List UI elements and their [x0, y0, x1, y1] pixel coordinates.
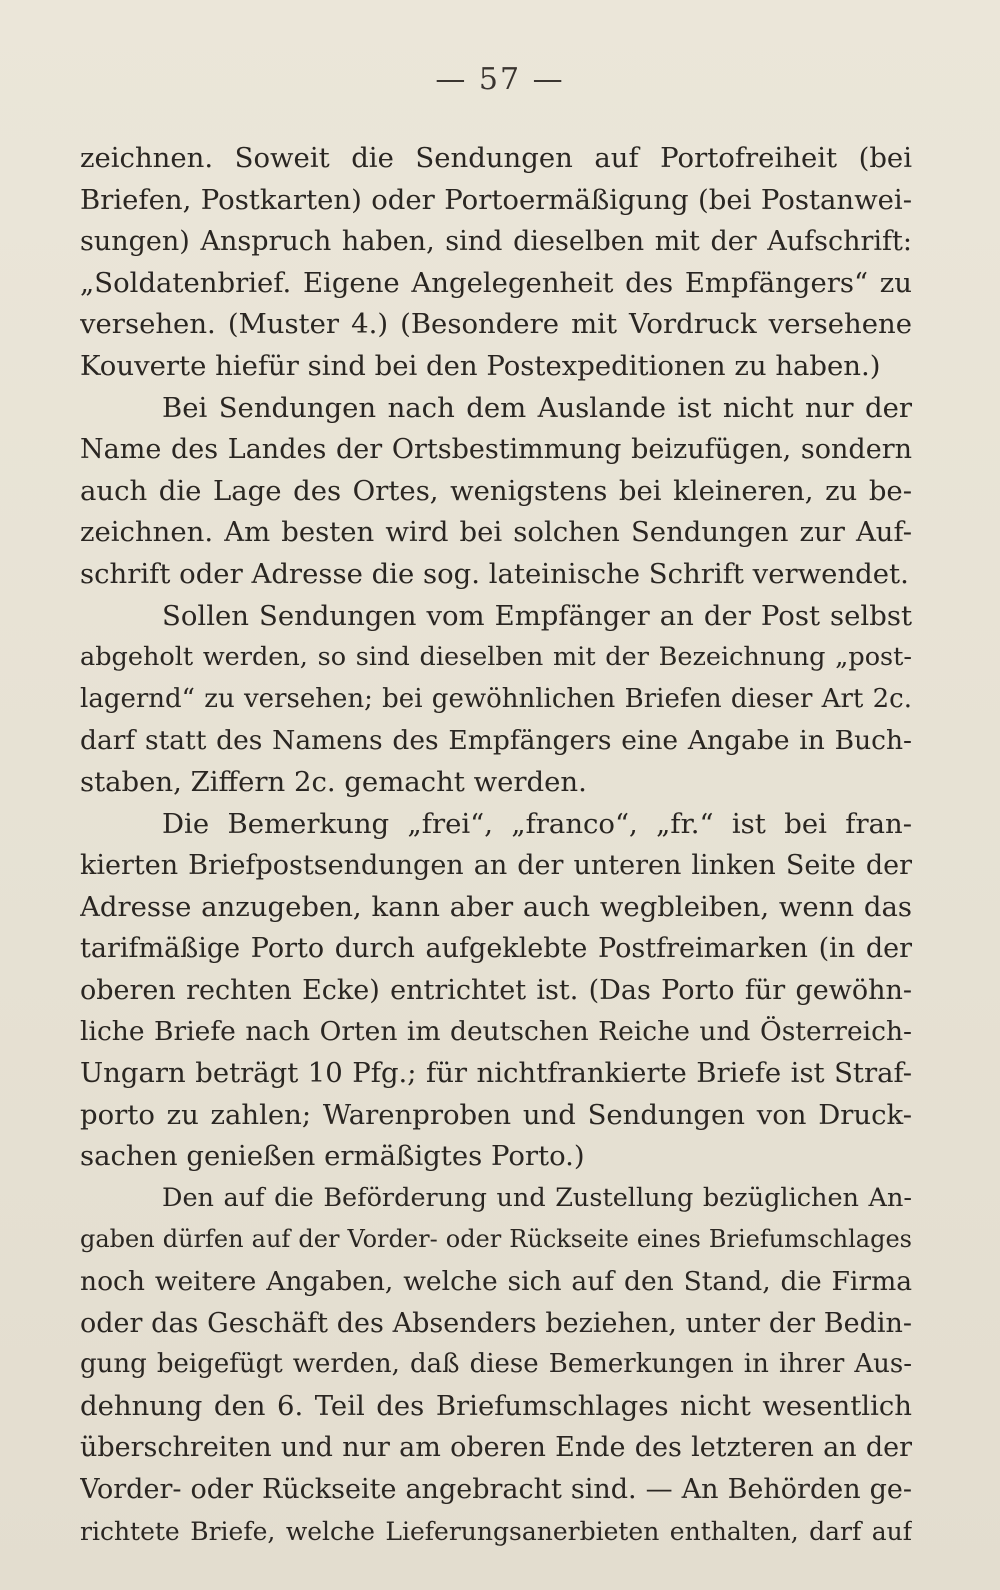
text-line: richtete Briefe, welche Lieferungsanerbieten enthalten, darf auf: [80, 1516, 912, 1546]
text-line: Adresse anzugeben, kann aber auch wegbleiben, wenn das: [80, 890, 912, 923]
text-line: versehen. (Muster 4.) (Besondere mit Vordruck versehene: [80, 308, 912, 341]
text-line: tarifmäßige Porto durch aufgeklebte Postfreimarken (in der: [80, 933, 912, 965]
text-line: liche Briefe nach Orten im deutschen Reiche und Österreich-: [80, 1016, 912, 1048]
text-line: Die Bemerkung „frei“, „franco“, „fr.“ ist bei fran-: [162, 807, 912, 840]
text-line: Sollen Sendungen vom Empfänger an der Post selbst: [162, 599, 912, 632]
text-line: zeichnen. Soweit die Sendungen auf Portofreiheit (bei: [80, 142, 912, 174]
text-line: Den auf die Beförderung und Zustellung bezüglichen An-: [162, 1182, 912, 1213]
text-line: kierten Briefpostsendungen an der unteren linken Seite der: [80, 850, 912, 882]
text-line: lagernd“ zu versehen; bei gewöhnlichen Briefen dieser Art 2c.: [80, 683, 912, 714]
text-line: sungen) Anspruch haben, sind dieselben mit der Aufschrift:: [80, 226, 912, 258]
text-line: Name des Landes der Ortsbestimmung beizufügen, sondern: [80, 434, 912, 466]
body-text: [80, 138, 912, 1552]
text-line: porto zu zahlen; Warenproben und Sendungen von Druck-: [80, 1098, 912, 1131]
text-line: Kouverte hiefür sind bei den Postexpeditionen zu haben.): [80, 349, 881, 382]
text-line: zeichnen. Am besten wird bei solchen Sendungen zur Auf-: [80, 516, 912, 549]
text-line: abgeholt werden, so sind dieselben mit der Bezeichnung „post-: [80, 642, 912, 673]
text-line: auch die Lage des Ortes, wenigstens bei kleineren, zu be-: [80, 474, 912, 507]
text-line: noch weitere Angaben, welche sich auf den Stand, die Firma: [80, 1266, 912, 1298]
text-line: schrift oder Adresse die sog. lateinische Schrift verwendet.: [80, 557, 909, 590]
text-line: überschreiten und nur am oberen Ende des letzteren an der: [80, 1432, 912, 1464]
text-line: Bei Sendungen nach dem Auslande ist nicht nur der: [162, 391, 912, 424]
text-line: oder das Geschäft des Absenders beziehen, unter der Bedin-: [80, 1307, 912, 1339]
text-line: gung beigefügt werden, daß diese Bemerkungen in ihrer Aus-: [80, 1349, 912, 1380]
text-line: gaben dürfen auf der Vorder- oder Rückseite eines Briefumschlages: [80, 1225, 912, 1254]
text-line: Vorder- oder Rückseite angebracht sind. — An Behörden ge-: [80, 1474, 912, 1505]
text-line: dehnung den 6. Teil des Briefumschlages nicht wesentlich: [80, 1389, 912, 1422]
text-line: Ungarn beträgt 10 Pfg.; für nichtfrankierte Briefe ist Straf-: [80, 1057, 912, 1090]
text-line: „Soldatenbrief. Eigene Angelegenheit des Empfängers“ zu: [80, 266, 912, 299]
text-line: Briefen, Postkarten) oder Portoermäßigung (bei Postanwei-: [80, 183, 912, 216]
text-line: darf statt des Namens des Empfängers eine Angabe in Buch-: [80, 725, 912, 757]
text-line: staben, Ziffern 2c. gemacht werden.: [80, 765, 587, 798]
text-line: sachen genießen ermäßigtes Porto.): [80, 1140, 585, 1173]
page-number: — 57 —: [435, 62, 565, 97]
text-line: oberen rechten Ecke) entrichtet ist. (Das Porto für gewöhn-: [80, 974, 912, 1006]
